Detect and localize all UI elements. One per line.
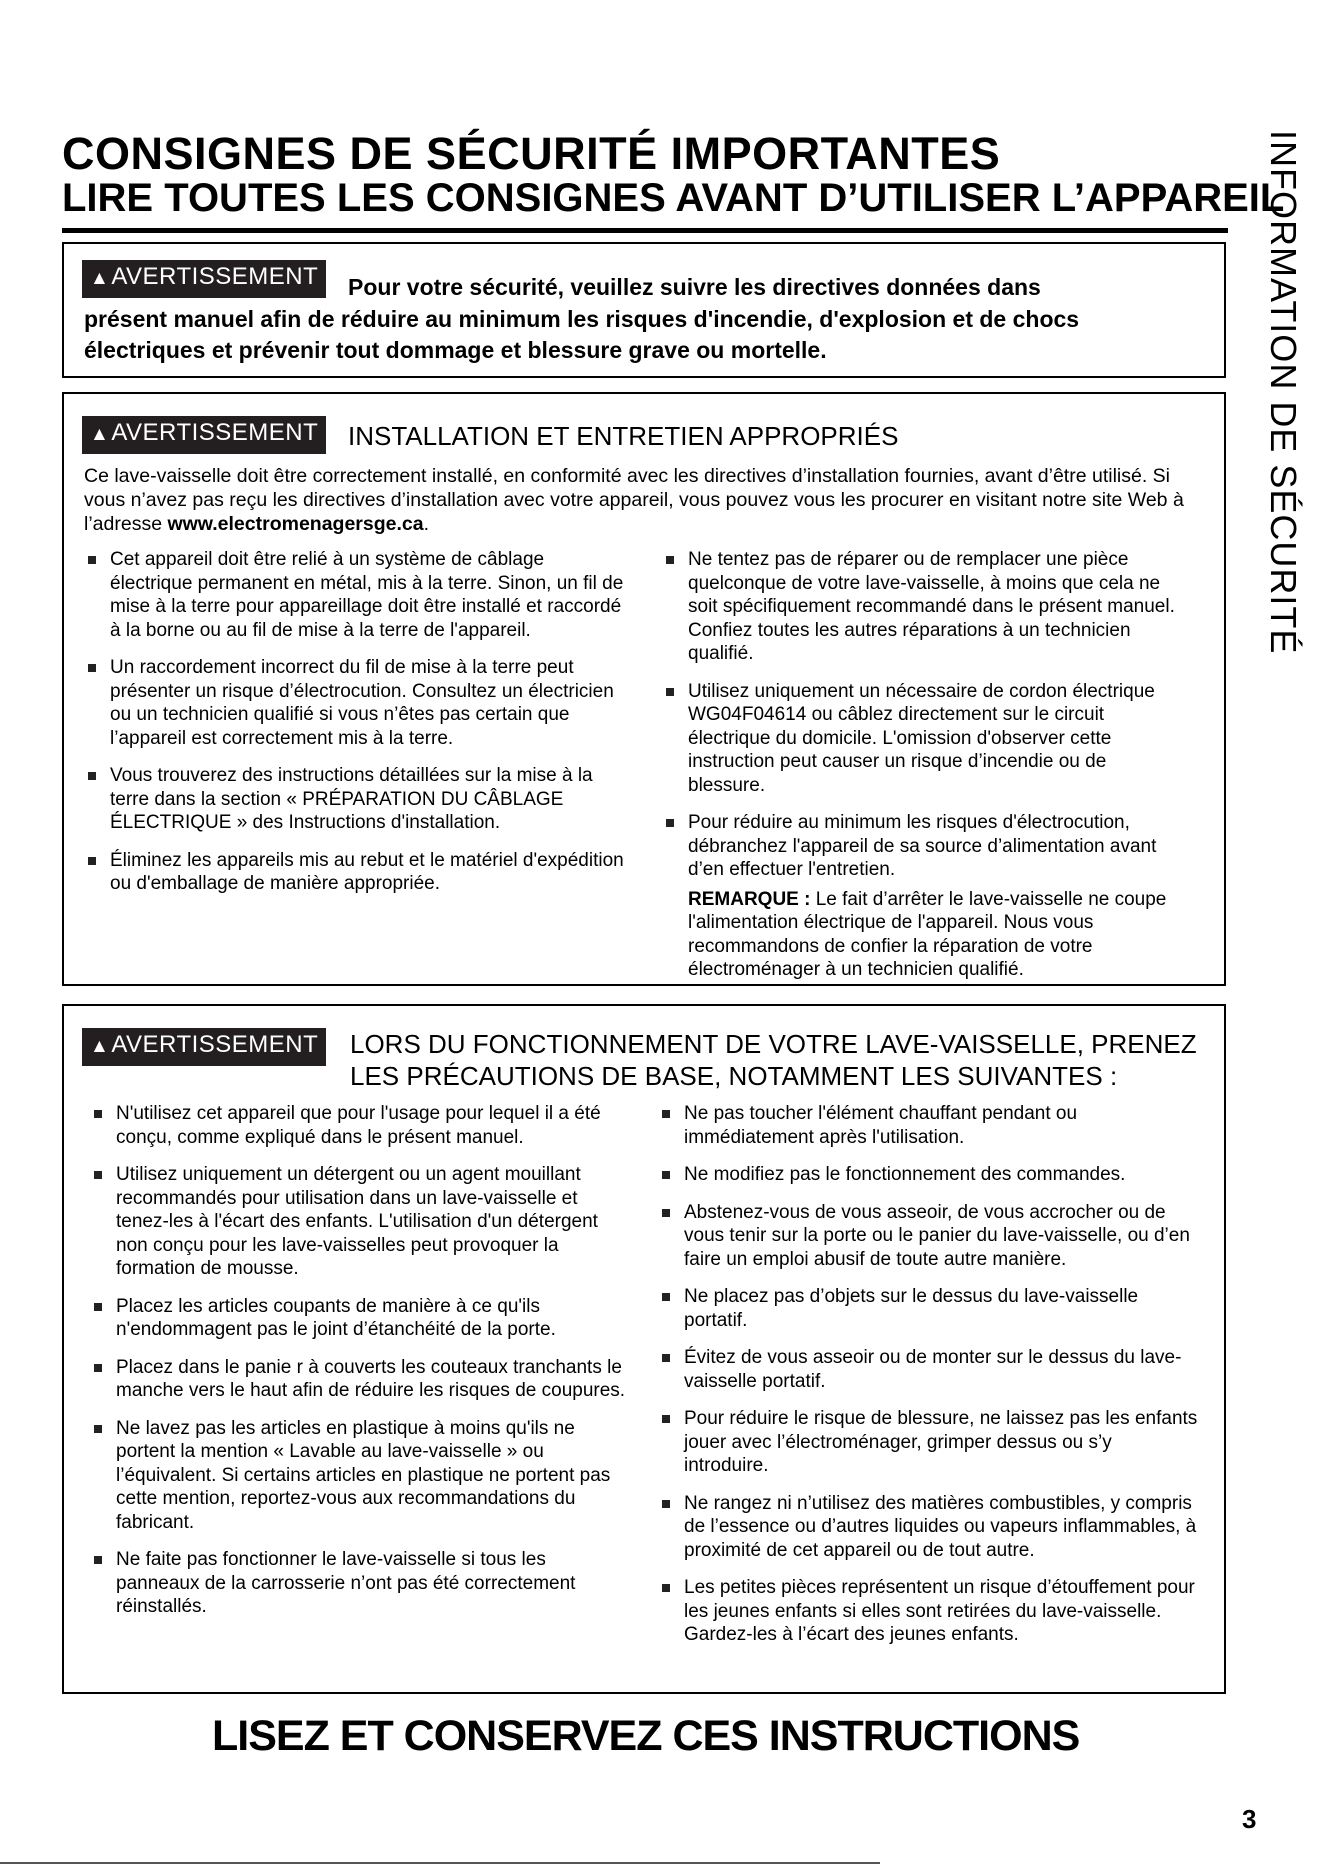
list-item: Ne faite pas fonctionner le lave-vaisselle si tous les panneaux de la carrosserie n’ont pas été correctement réinstallés. — [92, 1548, 632, 1619]
safety-warning-box — [62, 242, 1226, 378]
list-item: Placez dans le panie r à couverts les couteaux tranchants le manche vers le haut afin de réduire les risques de coupures. — [92, 1356, 632, 1403]
section-side-tab — [1258, 130, 1308, 770]
installation-list-right — [664, 548, 1184, 996]
warning-body-text: présent manuel afin de réduire au minimum les risques d'incendie, d'explosion et de chocs électriques et prévenir tout dommage et blessure grave ou mortelle. — [84, 306, 1080, 363]
list-item: Pour réduire le risque de blessure, ne laissez pas les enfants jouer avec l’électroménager, grimper dessus ou s’y introduire. — [660, 1407, 1200, 1478]
list-item: Utilisez uniquement un nécessaire de cordon électrique WG04F04614 ou câblez directement sur le circuit électrique du domicile. L'omission d'observer cette instruction peut causer un risque d’incendie ou de blessure. — [664, 680, 1184, 798]
installation-list-left — [86, 548, 626, 910]
warning-label: AVERTISSEMENT — [111, 419, 319, 446]
page-title: CONSIGNES DE SÉCURITÉ IMPORTANTES — [62, 128, 1001, 179]
warning-triangle-icon: ▲ — [90, 268, 110, 289]
support-url[interactable]: www.electromenagersge.ca — [167, 513, 424, 535]
list-item: N'utilisez cet appareil que pour l'usage pour lequel il a été conçu, comme expliqué dans le présent manuel. — [92, 1102, 632, 1149]
warning-label: AVERTISSEMENT — [111, 263, 319, 290]
warning-triangle-icon: ▲ — [90, 1036, 110, 1057]
warning-badge — [82, 416, 326, 454]
list-item: Ne modifiez pas le fonctionnement des commandes. — [660, 1163, 1200, 1187]
note-label: REMARQUE : — [688, 888, 811, 910]
installation-intro: Ce lave-vaisselle doit être correctement installé, en conformité avec les directives d’installation fournies, avant d’être utilisé. Si vous n’avez pas reçu les directives d’installation avec votre appareil, vous pouvez vous les procurer en visitant notre site Web à l’adresse www.electromenagersge.ca. — [84, 465, 1184, 535]
note — [688, 888, 1184, 982]
operation-list-right — [660, 1102, 1200, 1661]
list-item: Ne lavez pas les articles en plastique à moins qu'ils ne portent la mention « Lavable au lave-vaisselle » ou l’équivalent. Si certains articles en plastique ne portent pas cette mention, reportez-vous aux recommandations du fabricant. — [92, 1417, 632, 1535]
warning-badge — [82, 1028, 326, 1066]
warning-badge — [82, 260, 326, 298]
list-item: Cet appareil doit être relié à un système de câblage électrique permanent en métal, mis à la terre. Sinon, un fil de mise à la terre pour appareillage doit être installé et raccordé à la borne ou au fil de mise à la terre de l'appareil. — [86, 548, 626, 642]
warning-label: AVERTISSEMENT — [111, 1031, 319, 1058]
side-tab-label: INFORMATION DE SÉCURITÉ — [1263, 130, 1304, 655]
warning-triangle-icon: ▲ — [90, 424, 110, 445]
title-divider — [62, 228, 1228, 233]
list-item: Ne tentez pas de réparer ou de remplacer une pièce quelconque de votre lave-vaisselle, à moins que cela ne soit spécifiquement recommandé dans le présent manuel. Confiez toutes les autres réparations à un technicien qualifié. — [664, 548, 1184, 666]
list-item: Abstenez-vous de vous asseoir, de vous accrocher ou de vous tenir sur la porte ou le panier du lave-vaisselle, ou d’en faire un emploi abusif de toute autre manière. — [660, 1201, 1200, 1272]
footer-divider — [0, 1862, 880, 1864]
page-subtitle: LIRE TOUTES LES CONSIGNES AVANT D’UTILISER L’APPAREIL — [62, 176, 1285, 220]
list-item: Vous trouverez des instructions détaillées sur la mise à la terre dans la section « PRÉPARATION DU CÂBLAGE ÉLECTRIQUE » des Instructions d'installation. — [86, 764, 626, 835]
operation-list-left — [92, 1102, 632, 1633]
list-item: Utilisez uniquement un détergent ou un agent mouillant recommandés pour utilisation dans un lave-vaisselle et tenez-les à l'écart des enfants. L'utilisation d'un détergent non conçu pour les lave-vaisselles peut provoquer la formation de mousse. — [92, 1163, 632, 1281]
list-item: Ne rangez ni n’utilisez des matières combustibles, y compris de l’essence ou d’autres liquides ou vapeurs inflammables, à proximité de cet appareil ou de tout autre. — [660, 1492, 1200, 1563]
page-number: 3 — [1242, 1804, 1257, 1834]
operation-warning-box — [62, 1004, 1226, 1694]
list-item: Ne pas toucher l'élément chauffant pendant ou immédiatement après l'utilisation. — [660, 1102, 1200, 1149]
closing-title: LISEZ ET CONSERVEZ CES INSTRUCTIONS — [212, 1712, 1080, 1760]
section-heading-line2: LES PRÉCAUTIONS DE BASE, NOTAMMENT LES SUIVANTES : — [350, 1061, 1118, 1091]
warning-lead-text: Pour votre sécurité, veuillez suivre les directives données dans — [348, 274, 1041, 300]
installation-warning-box — [62, 392, 1226, 986]
list-item: Placez les articles coupants de manière à ce qu'ils n'endommagent pas le joint d’étanchéité de la porte. — [92, 1295, 632, 1342]
section-heading-line1: LORS DU FONCTIONNEMENT DE VOTRE LAVE-VAISSELLE, PRENEZ — [350, 1029, 1197, 1059]
note-text: Le fait d’arrêter le lave-vaisselle ne coupe l'alimentation électrique de l'appareil. Nous vous recommandons de confier la réparation de votre électroménager à un technicien qualifié. — [688, 888, 1167, 980]
list-item: Évitez de vous asseoir ou de monter sur le dessus du lave-vaisselle portatif. — [660, 1346, 1200, 1393]
list-item — [664, 811, 1184, 982]
list-item-text: Pour réduire au minimum les risques d'électrocution, débranchez l'appareil de sa source d’alimentation avant d’en effectuer l'entretien. — [688, 812, 1157, 880]
list-item: Un raccordement incorrect du fil de mise à la terre peut présenter un risque d’électrocution. Consultez un électricien ou un technicien qualifié si vous n’êtes pas certain que l’appareil est correctement mis à la terre. — [86, 656, 626, 750]
list-item: Les petites pièces représentent un risque d’étouffement pour les jeunes enfants si elles sont retirées du lave-vaisselle. Gardez-les à l’écart des jeunes enfants. — [660, 1576, 1200, 1647]
list-item: Éliminez les appareils mis au rebut et le matériel d'expédition ou d'emballage de manière appropriée. — [86, 849, 626, 896]
section-heading: INSTALLATION ET ENTRETIEN APPROPRIÉS — [348, 421, 899, 451]
list-item: Ne placez pas d’objets sur le dessus du lave-vaisselle portatif. — [660, 1285, 1200, 1332]
